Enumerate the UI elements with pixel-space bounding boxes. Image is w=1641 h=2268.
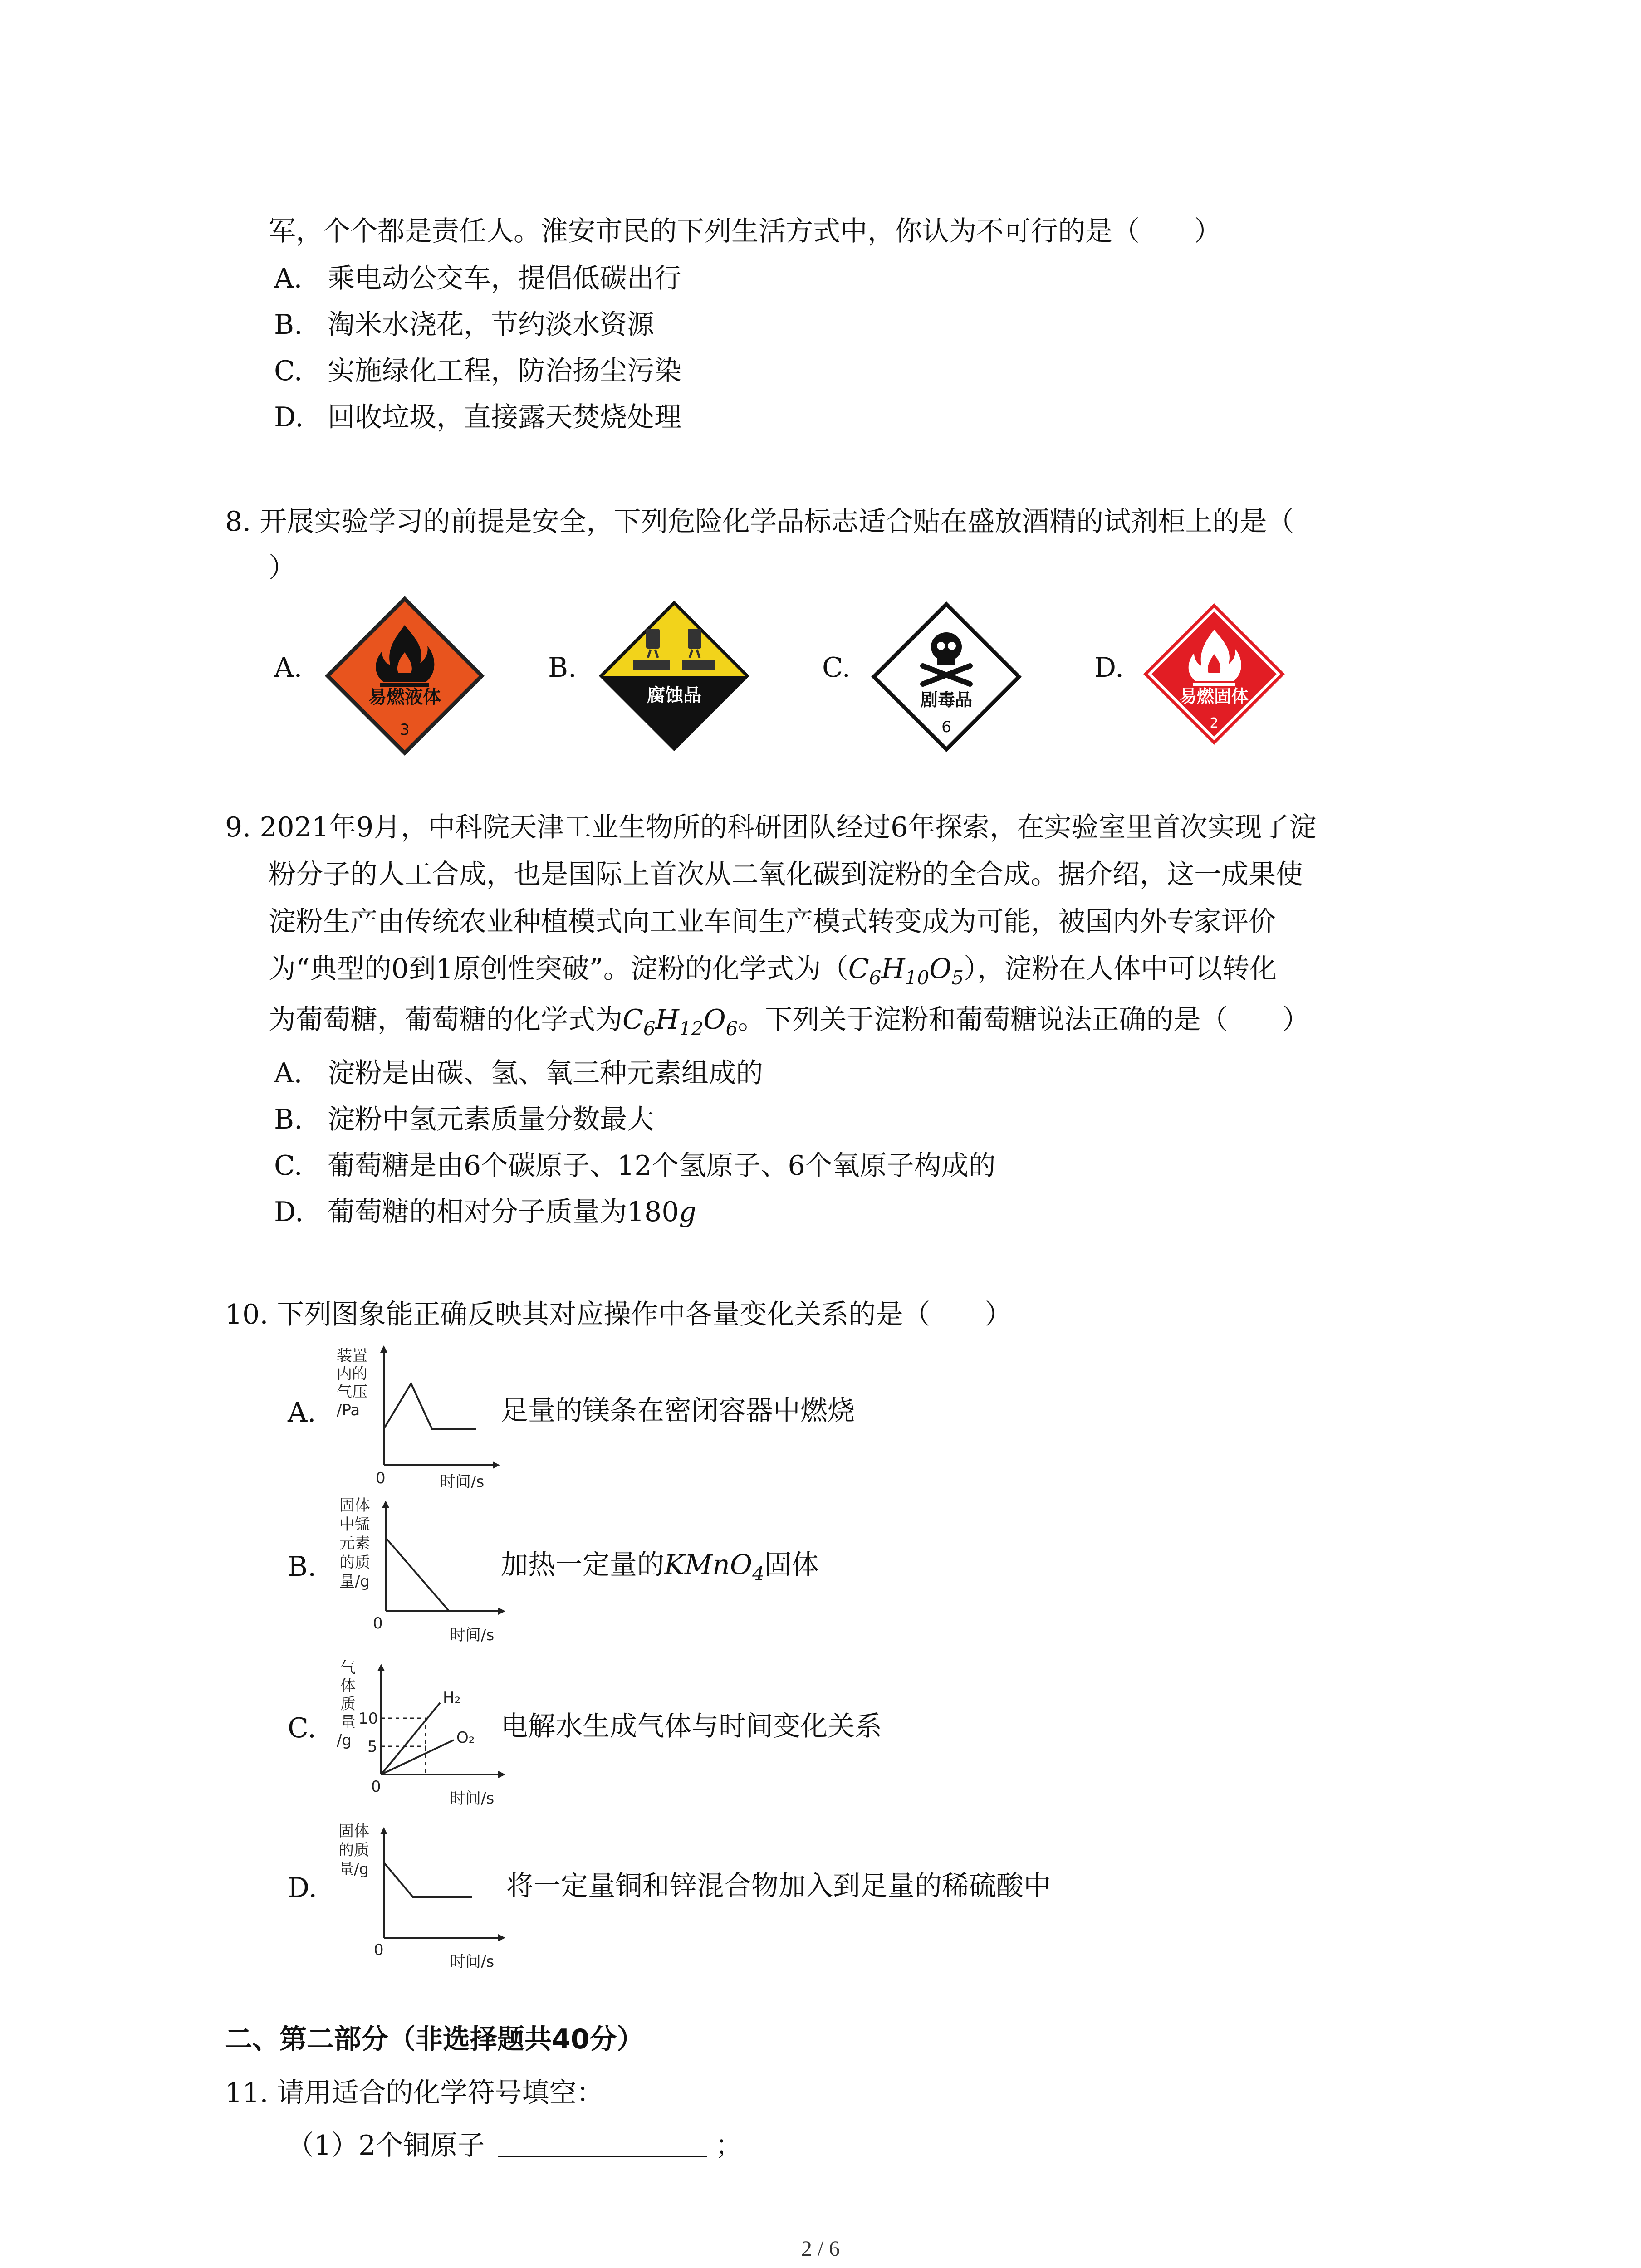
svg-text:0: 0: [373, 1614, 383, 1633]
svg-text:装置: 装置: [337, 1347, 367, 1365]
svg-text:0: 0: [374, 1941, 384, 1959]
q10-option-b-letter: B.: [288, 1551, 317, 1583]
svg-text:元素: 元素: [339, 1535, 370, 1553]
svg-text:量/g: 量/g: [339, 1573, 370, 1591]
graph-d: [331, 1819, 513, 1973]
q9-line4: 为“典型的0到1原创性突破”。淀粉的化学式为$(C_6H_{10}O_5)$，淀粉在人体中可以转化: [269, 953, 1277, 989]
q7-option-d: D. 回收垃圾，直接露天焚烧处理: [274, 401, 681, 433]
svg-text:0: 0: [371, 1778, 381, 1796]
toxic-sign: [869, 600, 1024, 754]
svg-text:中锰: 中锰: [339, 1515, 370, 1534]
graph-c: [331, 1656, 513, 1819]
flammable-solid-sign: [1141, 601, 1287, 747]
svg-text:的质: 的质: [338, 1841, 369, 1859]
q9-option-b: B. 淀粉中氢元素质量分数最大: [274, 1104, 654, 1135]
graph-a: [331, 1343, 504, 1492]
svg-text:时间/s: 时间/s: [450, 1789, 495, 1808]
kmno4-formula: KMnO$_4$: [664, 1549, 764, 1585]
svg-text:气压: 气压: [337, 1383, 367, 1401]
sign-a-class: 3: [400, 721, 410, 739]
q9-line1: 9. 2021年9月，中科院天津工业生物所的科研团队经过6年探索，在实验室里首次实现了淀: [225, 811, 1317, 843]
svg-text:体: 体: [340, 1677, 356, 1695]
q7-option-b: B. 淘米水浇花，节约淡水资源: [274, 309, 654, 341]
svg-text:时间/s: 时间/s: [440, 1473, 485, 1491]
glucose-formula: $C_6H_{12}O_6$: [622, 1004, 738, 1040]
svg-text:质: 质: [340, 1695, 356, 1713]
starch-formula: $C_6H_{10}O_5$: [848, 953, 964, 989]
q8-option-c-letter: C.: [822, 652, 851, 684]
svg-text:H₂: H₂: [443, 1689, 461, 1707]
q10-option-b-text: 加热一定量的KMnO$_4$固体: [501, 1549, 819, 1585]
svg-text:固体: 固体: [338, 1822, 369, 1840]
svg-text:10: 10: [358, 1710, 378, 1728]
svg-text:内的: 内的: [337, 1365, 367, 1383]
svg-text:0: 0: [376, 1469, 386, 1487]
q8-stem-line2: ）: [269, 552, 296, 584]
svg-text:/g: /g: [337, 1731, 352, 1750]
sign-a-label: 易燃液体: [368, 687, 441, 708]
sign-c-class: 6: [941, 718, 951, 736]
sign-d-label: 易燃固体: [1179, 686, 1249, 706]
sign-c-label: 剧毒品: [920, 690, 973, 710]
q10-option-a-letter: A.: [288, 1397, 316, 1428]
q10-option-d-letter: D.: [288, 1872, 318, 1904]
q10-option-c-letter: C.: [288, 1712, 316, 1744]
svg-text:固体: 固体: [339, 1496, 370, 1515]
part2-title: 二、第二部分（非选择题共40分）: [225, 2024, 644, 2055]
q10-option-a-text: 足量的镁条在密闭容器中燃烧: [501, 1395, 855, 1427]
sign-b-label: 腐蚀品: [647, 685, 701, 706]
q8-option-b-letter: B.: [548, 652, 577, 684]
flammable-liquid-sign: [323, 594, 486, 758]
svg-text:/Pa: /Pa: [337, 1401, 360, 1419]
q9-line3: 淀粉生产由传统农业种植模式向工业车间生产模式转变成为可能，被国内外专家评价: [269, 906, 1276, 938]
corrosive-sign: [597, 599, 751, 753]
page-number: 2 / 6: [801, 2237, 840, 2261]
q9-line2: 粉分子的人工合成，也是国际上首次从二氧化碳到淀粉的全合成。据介绍，这一成果使: [269, 859, 1303, 890]
q11-part1: （1）2个铜原子 ；: [287, 2130, 743, 2161]
svg-text:量/g: 量/g: [338, 1860, 369, 1878]
q8-stem-line1: 8. 开展实验学习的前提是安全，下列危险化学品标志适合贴在盛放酒精的试剂柜上的是（: [225, 506, 1294, 538]
sign-b-fill: [603, 605, 745, 676]
svg-text:时间/s: 时间/s: [450, 1626, 495, 1644]
graph-b: [331, 1492, 513, 1656]
q7-option-a: A. 乘电动公交车，提倡低碳出行: [274, 263, 681, 294]
svg-text:量: 量: [340, 1713, 356, 1731]
q9-line5: 为葡萄糖，葡萄糖的化学式为$C_6H_{12}O_6$。下列关于淀粉和葡萄糖说法正确的是（ ）: [269, 1004, 1310, 1040]
q10-option-c-text: 电解水生成气体与时间变化关系: [501, 1711, 882, 1742]
q10-stem: 10. 下列图象能正确反映其对应操作中各量变化关系的是（ ）: [225, 1299, 1012, 1330]
q8-option-a-letter: A.: [274, 652, 303, 684]
svg-text:的质: 的质: [339, 1554, 370, 1572]
svg-text:时间/s: 时间/s: [450, 1953, 495, 1971]
q11-stem: 11. 请用适合的化学符号填空：: [225, 2077, 604, 2109]
q9-option-d: D. 葡萄糖的相对分子质量为180g: [274, 1196, 696, 1228]
q7-option-c: C. 实施绿化工程，防治扬尘污染: [274, 355, 681, 387]
svg-text:5: 5: [367, 1738, 377, 1756]
q9-option-a: A. 淀粉是由碳、氢、氧三种元素组成的: [274, 1057, 763, 1089]
q8-option-d-letter: D.: [1094, 652, 1124, 684]
svg-text:气: 气: [340, 1659, 356, 1677]
q11-part1-answer-blank[interactable]: [498, 2129, 707, 2157]
q9-option-c: C. 葡萄糖是由6个碳原子、12个氢原子、6个氧原子构成的: [274, 1150, 996, 1182]
sign-d-class: 2: [1210, 715, 1219, 731]
q10-option-d-text: 将一定量铜和锌混合物加入到足量的稀硫酸中: [506, 1870, 1051, 1902]
q7-stem-tail: 军，个个都是责任人。淮安市民的下列生活方式中，你认为不可行的是（ ）: [269, 215, 1221, 247]
svg-text:O₂: O₂: [456, 1729, 475, 1747]
